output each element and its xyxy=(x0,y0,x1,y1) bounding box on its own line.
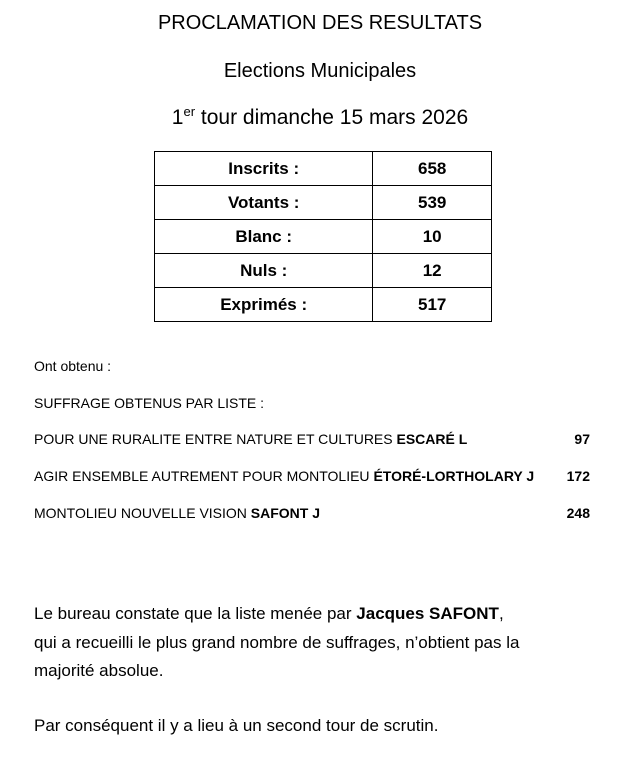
conclusion-line-3: majorité absolue. xyxy=(34,661,164,680)
exprimes-value: 517 xyxy=(373,288,492,322)
blanc-label: Blanc : xyxy=(155,220,373,254)
conclusion-comma: , xyxy=(498,604,504,623)
conclusion-prefix: Le bureau constate que la liste menée par xyxy=(34,604,357,623)
list-item xyxy=(34,505,590,521)
conclusion-line-1 xyxy=(34,604,504,624)
page-title: PROCLAMATION DES RESULTATS xyxy=(157,12,483,34)
votants-value: 539 xyxy=(373,186,492,220)
round-date xyxy=(0,106,640,130)
suffrage-header: SUFFRAGE OBTENUS PAR LISTE : xyxy=(34,395,265,411)
table-row xyxy=(155,152,492,186)
list-item xyxy=(34,468,590,484)
blanc-value: 10 xyxy=(373,220,492,254)
results-table xyxy=(154,151,492,322)
round-text: tour dimanche 15 mars 2026 xyxy=(195,106,469,129)
list-votes: 172 xyxy=(566,468,590,484)
votants-label: Votants : xyxy=(155,186,373,220)
round-suffix: er xyxy=(183,104,196,119)
election-subtitle: Elections Municipales xyxy=(223,60,417,82)
table-row xyxy=(155,186,492,220)
list-head: ÉTORÉ-LORTHOLARY J xyxy=(373,468,535,484)
table-row xyxy=(155,288,492,322)
list-name: AGIR ENSEMBLE AUTREMENT POUR MONTOLIEU xyxy=(34,468,374,484)
table-row xyxy=(155,220,492,254)
list-name: POUR UNE RURALITE ENTRE NATURE ET CULTURES xyxy=(34,431,397,447)
round-number: 1 xyxy=(171,106,184,129)
second-round-statement: Par conséquent il y a lieu à un second tour de scrutin. xyxy=(34,716,439,735)
winner-name: Jacques SAFONT xyxy=(356,604,499,623)
conclusion-line-2: qui a recueilli le plus grand nombre de suffrages, n’obtient pas la xyxy=(34,633,520,652)
exprimes-label: Exprimés : xyxy=(155,288,373,322)
list-votes: 248 xyxy=(566,505,590,521)
list-head: SAFONT J xyxy=(250,505,321,521)
nuls-label: Nuls : xyxy=(155,254,373,288)
nuls-value: 12 xyxy=(373,254,492,288)
list-name: MONTOLIEU NOUVELLE VISION xyxy=(34,505,251,521)
inscrits-value: 658 xyxy=(373,152,492,186)
ont-obtenu-label: Ont obtenu : xyxy=(34,358,112,374)
list-head: ESCARÉ L xyxy=(396,431,468,447)
inscrits-label: Inscrits : xyxy=(155,152,373,186)
table-row xyxy=(155,254,492,288)
list-item xyxy=(34,431,590,447)
list-votes: 97 xyxy=(574,431,590,447)
